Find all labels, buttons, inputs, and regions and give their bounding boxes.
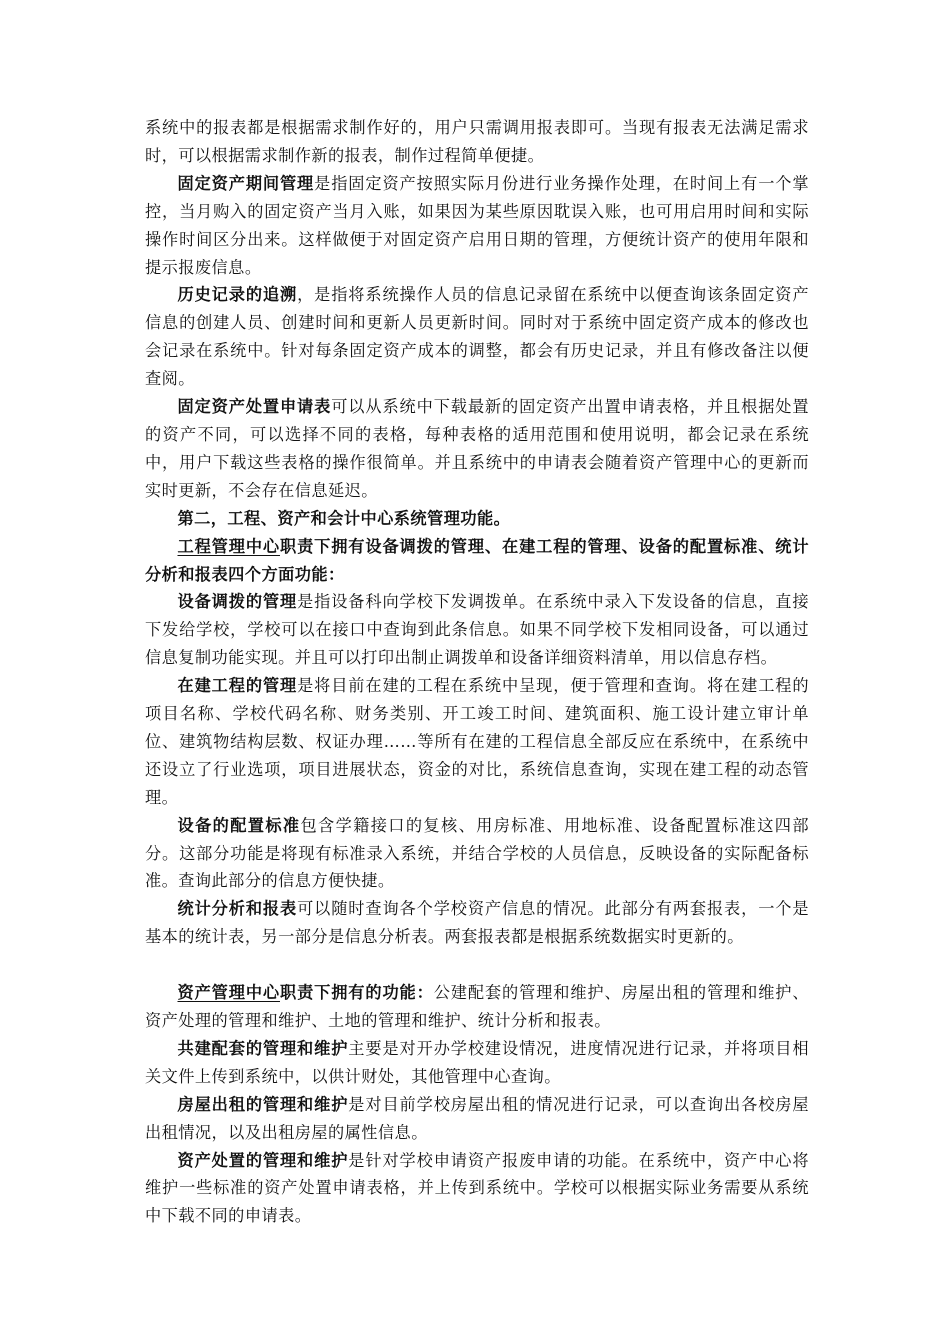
paragraph-construction-in-progress [145, 672, 809, 812]
paragraph-housing-rental [145, 1091, 809, 1147]
paragraph-lead-term: 固定资产期间管理 [177, 173, 315, 193]
paragraph-text: 可以从系统中下载最新的固定资产出置申请表格，并且根据处置的资产不同，可以选择不同的表格，每种表格的适用范围和使用说明，都会记录在系统中，用户下载这些表格的操作很简单。并且系统中的申请表会随着资产管理中心的更新而实时更新，不会存在信息延迟。 [145, 397, 809, 500]
paragraph-lead-term: 统计分析和报表 [177, 899, 298, 919]
paragraph-lead-term: 固定资产处置申请表 [177, 397, 332, 417]
paragraph-engineering-center [145, 533, 809, 589]
paragraph-text: 职责下拥有设备调拨的管理、在建工程的管理、设备的配置标准、统计分析和报表四个方面功能： [145, 536, 809, 584]
paragraph-disposal-form [145, 393, 809, 505]
paragraph-lead-term: 设备的配置标准 [177, 815, 301, 835]
paragraph-lead-term [178, 983, 434, 1002]
paragraph-underlined-term: 资产管理中心 [177, 983, 280, 1003]
paragraph-lead-term: 历史记录的追溯 [177, 285, 298, 305]
paragraph-asset-disposal [145, 1147, 809, 1231]
paragraph-lead-term: 资产处置的管理和维护 [177, 1150, 349, 1170]
paragraph-text: 系统中的报表都是根据需求制作好的，用户只需调用报表即可。当现有报表无法满足需求时，可以根据需求制作新的报表，制作过程简单便捷。 [145, 118, 809, 165]
paragraph-lead-term: 共建配套的管理和维护 [177, 1038, 349, 1058]
paragraph-text: 主要是对开办学校建设情况，进度情况进行记录，并将项目相关文件上传到系统中，以供计财处，其他管理中心查询。 [145, 1038, 809, 1086]
paragraph-equipment-standard [145, 812, 809, 896]
paragraph-lead-term: 在建工程的管理 [177, 676, 298, 696]
section-heading [145, 505, 809, 533]
paragraph-text: 是指固定资产按照实际月份进行业务操作处理，在时间上有一个掌控，当月购入的固定资产当月入账，如果因为某些原因耽误入账，也可用启用时间和实际操作时间区分出来。这样做便于对固定资产启用日期的管理，方便统计资产的使用年限和提示报废信息。 [145, 173, 809, 277]
paragraph-spacer [145, 951, 809, 979]
paragraph-public-facilities [145, 1035, 809, 1091]
paragraph-text: 是对目前学校房屋出租的情况进行记录，可以查询出各校房屋出租情况，以及出租房屋的属性信息。 [145, 1094, 809, 1142]
paragraph-history-trace [145, 281, 809, 393]
paragraph-text: ，是指将系统操作人员的信息记录留在系统中以便查询该条固定资产信息的创建人员、创建时间和更新人员更新时间。同时对于系统中固定资产成本的修改也会记录在系统中。针对每条固定资产成本的调整，都会有历史记录，并且有修改备注以便查阅。 [145, 285, 809, 389]
document-page [145, 114, 809, 1230]
paragraph-bold-text: 职责下拥有的功能： [279, 983, 434, 1003]
paragraph-text: 是将目前在建的工程在系统中呈现，便于管理和查询。将在建工程的项目名称、学校代码名称、财务类别、开工竣工时间、建筑面积、施工设计建立审计单位、建筑物结构层数、权证办理……等所有在建的工程信息全部反应在系统中，在系统中还设立了行业选项，项目进展状态，资金的对比，系统信息查询，实现在建工程的动态管理。 [145, 676, 809, 807]
paragraph-lead-term: 设备调拨的管理 [177, 592, 298, 612]
paragraph-text: 包含学籍接口的复核、用房标准、用地标准、设备配置标准这四部分。这部分功能是将现有标准录入系统，并结合学校的人员信息，反映设备的实际配备标准。查询此部分的信息方便快捷。 [145, 815, 809, 891]
paragraph-statistics-reports [145, 895, 809, 951]
paragraph-equipment-transfer [145, 588, 809, 672]
paragraph-fixed-asset-period [145, 170, 809, 282]
paragraph-text: 是指设备科向学校下发调拨单。在系统中录入下发设备的信息，直接下发给学校，学校可以在接口中查询到此条信息。如果不同学校下发相同设备，可以通过信息复制功能实现。并且可以打印出制止调拨单和设备详细资料清单，用以信息存档。 [145, 592, 809, 668]
paragraph-report-system [145, 114, 809, 170]
paragraph-underlined-term: 工程管理中心 [177, 536, 280, 556]
paragraph-text: 可以随时查询各个学校资产信息的情况。此部分有两套报表，一个是基本的统计表，另一部分是信息分析表。两套报表都是根据系统数据实时更新的。 [145, 899, 809, 947]
paragraph-text: 公建配套的管理和维护、房屋出租的管理和维护、资产处理的管理和维护、土地的管理和维护、统计分析和报表。 [145, 983, 809, 1030]
paragraph-text: 是针对学校申请资产报废申请的功能。在系统中，资产中心将维护一些标准的资产处置申请表格，并上传到系统中。学校可以根据实际业务需要从系统中下载不同的申请表。 [145, 1150, 809, 1226]
section-heading-text: 第二，工程、资产和会计中心系统管理功能。 [177, 508, 511, 528]
paragraph-asset-center [145, 979, 809, 1035]
paragraph-lead-term: 房屋出租的管理和维护 [177, 1094, 349, 1114]
